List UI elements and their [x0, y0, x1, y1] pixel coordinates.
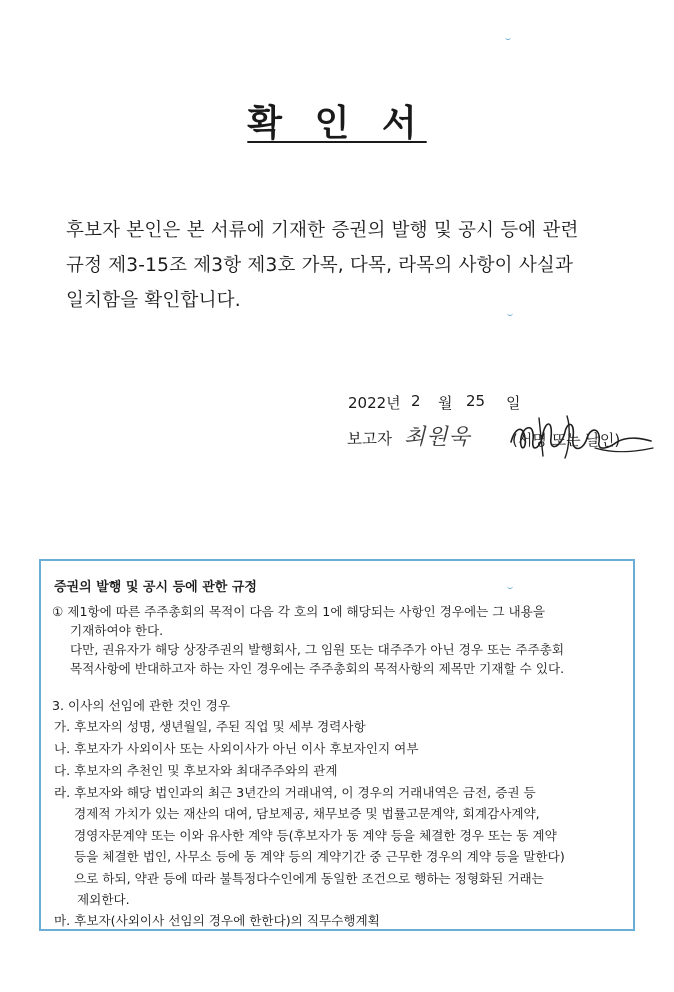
document-title: 확 인 서 — [247, 103, 427, 144]
regulation-line: 나. 후보자가 사외이사 또는 사외이사가 아닌 이사 후보자인지 여부 — [54, 741, 419, 756]
statement-line: 규정 제3-15조 제3항 제3호 가목, 다목, 라목의 사항이 사실과 — [66, 255, 574, 276]
scan-mark — [505, 36, 511, 40]
regulation-box — [39, 559, 635, 931]
reporter-label: 보고자 — [347, 430, 392, 448]
regulation-line: 가. 후보자의 성명, 생년월일, 주된 직업 및 세부 경력사항 — [54, 719, 366, 734]
regulation-line: 다. 후보자의 추천인 및 후보자와 최대주주와의 관계 — [54, 763, 338, 778]
regulation-line: 3. 이사의 선임에 관한 것인 경우 — [52, 698, 231, 713]
scan-mark — [507, 312, 513, 316]
regulation-line: 등을 체결한 법인, 사무소 등에 동 계약 등의 계약기간 중 근무한 경우의 계약 등을 말한다) — [74, 849, 565, 864]
handwritten-name: 최원욱 — [404, 425, 471, 450]
date-day: 25 — [466, 392, 486, 410]
date-year: 2022년 — [348, 394, 401, 412]
regulation-line: 기재하여야 한다. — [70, 623, 164, 638]
regulation-line: 목적사항에 반대하고자 하는 자인 경우에는 주주총회의 목적사항의 제목만 기재할 수 있다. — [70, 661, 565, 676]
regulation-heading: 증권의 발행 및 공시 등에 관한 규정 — [54, 580, 257, 595]
regulation-line: 제외한다. — [77, 892, 130, 907]
date-day-unit: 일 — [506, 394, 521, 412]
signature-icon — [505, 408, 655, 464]
regulation-line: 경제적 가치가 있는 재산의 대여, 담보제공, 채무보증 및 법률고문계약, 회계감사계약, — [74, 806, 540, 821]
statement-line: 후보자 본인은 본 서류에 기재한 증권의 발행 및 공시 등에 관련 — [66, 220, 579, 241]
statement-line: 일치함을 확인합니다. — [66, 290, 241, 311]
date-month: 2 — [411, 392, 421, 410]
regulation-line: 다만, 권유자가 해당 상장주권의 발행회사, 그 임원 또는 대주주가 아닌 경우 또는 주주총회 — [70, 642, 565, 657]
regulation-line: 라. 후보자와 해당 법인과의 최근 3년간의 거래내역, 이 경우의 거래내역은 금전, 증권 등 — [54, 785, 536, 800]
regulation-line: ① 제1항에 따른 주주총회의 목적이 다음 각 호의 1에 해당되는 사항인 경우에는 그 내용을 — [52, 604, 545, 619]
regulation-line: 마. 후보자(사외이사 선임의 경우에 한한다)의 직무수행계획 — [54, 913, 380, 928]
sign-or-seal-note: (서명 또는 날인) — [512, 431, 621, 449]
date-month-unit: 월 — [438, 394, 453, 412]
regulation-line: 으로 하되, 약관 등에 따라 불특정다수인에게 동일한 조건으로 행하는 정형화된 거래는 — [74, 871, 544, 886]
regulation-line: 경영자문계약 또는 이와 유사한 계약 등(후보자가 동 계약 등을 체결한 경우 또는 동 계약 — [74, 828, 557, 843]
